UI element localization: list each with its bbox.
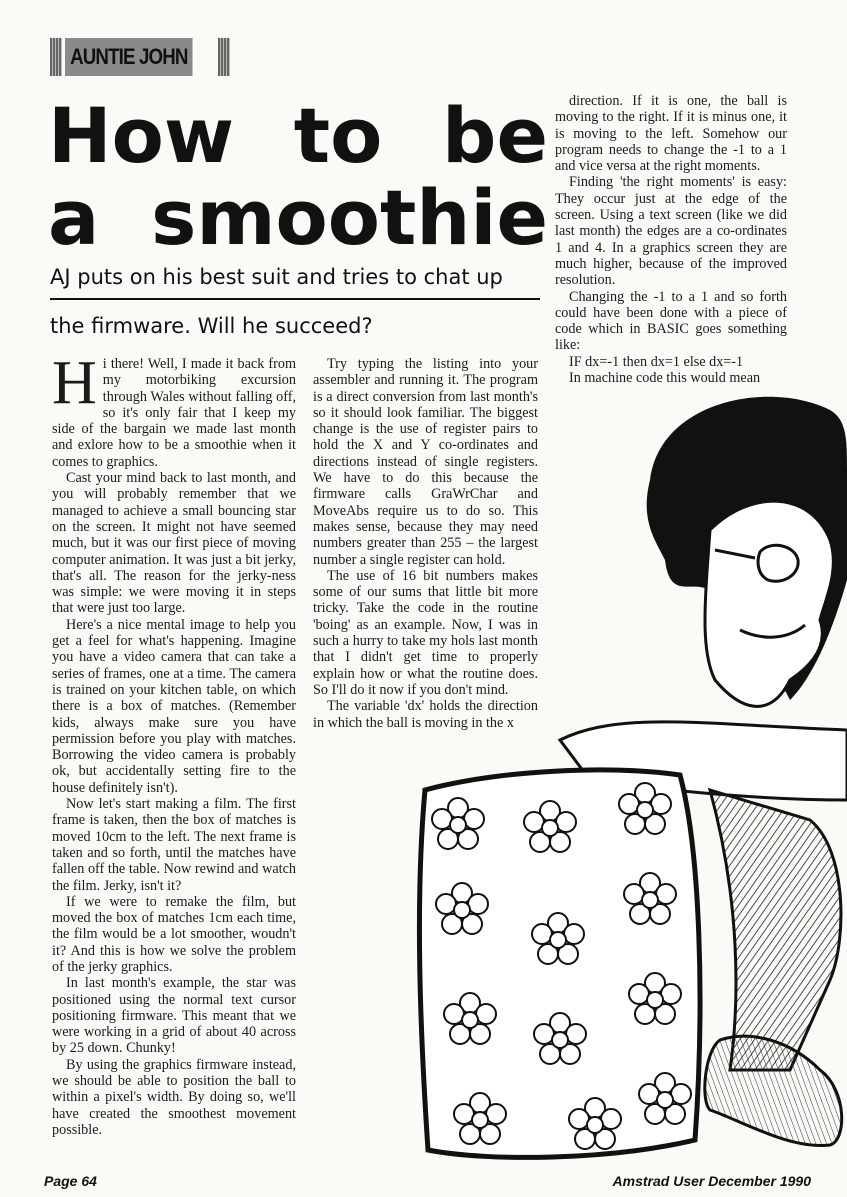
tag-bar-right: [218, 38, 230, 76]
paragraph-text: i there! Well, I made it back from my motorbiking excursion through Wales without falling off, so it's only fair that I keep my side of the bargain we made last month and exlore how to be a smoothie when it comes to graphics.: [52, 356, 296, 470]
body-column-1: [52, 349, 296, 1138]
paragraph: Cast your mind back to last month, and you will probably remember that we managed to achieve a small bouncing star on the screen. It might not have seemed much, but it was our first piece of moving computer animation. It was just a bit jerky, that's all. The reason for the jerky-ness was simple: we were moving it in steps that were just too large.: [52, 470, 296, 617]
standfirst: [50, 256, 540, 352]
paragraph: Here's a nice mental image to help you get a feel for what's happening. Imagine you have a video camera that can take a series of frames, one at a time. The camera is trained on your kitchen table, on which there is a box of matches. (Remember kids, always make sure you have permission before you play with matches. Borrowing the video camera is probably ok, but accidentally setting fire to the house definitely isn't).: [52, 616, 296, 796]
code-line: IF dx=-1 then dx=1 else dx=-1: [569, 353, 744, 370]
headline-word: to: [293, 91, 383, 180]
paragraph: Finding 'the right moments' is easy: They occur just at the edge of the screen. Using a text screen (like we did last month) the edges are a co-ordinates 1 and 4. In a graphics screen they are much higher, because of the improved resolution.: [555, 174, 787, 289]
headline-line-2: [48, 173, 548, 262]
headline-word: a: [48, 173, 100, 262]
paragraph: Now let's start making a film. The first frame is taken, then the box of matches is moved 10cm to the left. The next frame is taken and so forth, until the matches have fallen off the table. Now rewind and watch the film. Jerky, isn't it?: [52, 796, 296, 894]
headline-word: How: [48, 91, 235, 180]
standfirst-line-2: the firmware. Will he succeed?: [50, 314, 373, 338]
sleeve-shape: [710, 790, 841, 1070]
paragraph: By using the graphics firmware instead, we should be able to position the ball to within a pixel's width. By doing so, we'll have created the smoothest movement possible.: [52, 1056, 296, 1138]
page-number: Page 64: [44, 1173, 97, 1189]
paragraph: If we were to remake the film, but moved the box of matches 1cm each time, the film would be a lot smoother, woudn't it? And this is how we solve the problem of the jerky graphics.: [52, 893, 296, 975]
paragraph: Changing the -1 to a 1 and so forth could have been done with a piece of code which in BASIC goes something like:: [555, 288, 787, 354]
column-tag-label: AUNTIE JOHN: [65, 38, 193, 76]
paragraph: The use of 16 bit numbers makes some of our sums that little bit more tricky. Take the code in the routine 'boing' as an example. Now, I was in such a hurry to take my hols last month that I didn't get time to properly explain how or what the routine does. So I'll do it now if you don't mind.: [313, 567, 538, 698]
paragraph: [52, 349, 296, 470]
paragraph: In machine code this would mean: [569, 370, 761, 387]
headline-word: smoothie: [151, 173, 548, 262]
hand-shape: [705, 1036, 842, 1145]
paragraph: In last month's example, the star was positioned using the normal text cursor positioning firmware. This meant that we were working in a grid of about 40 across by 25 down. Chunky!: [52, 975, 296, 1057]
headline: [48, 91, 548, 262]
standfirst-line-1: AJ puts on his best suit and tries to chat up: [50, 256, 540, 300]
column-tag: [50, 38, 230, 76]
paragraph: The variable 'dx' holds the direction in which the ball is moving in the x: [313, 698, 538, 731]
headline-word: be: [442, 91, 548, 180]
paragraph: direction. If it is one, the ball is moving to the right. If it is minus one, it is moving to the left. Somehow our program needs to change the -1 to a 1 and vice versa at the right moments.: [555, 93, 787, 175]
publication-info: Amstrad User December 1990: [612, 1173, 811, 1189]
face-shape: [705, 501, 833, 706]
cartoon-illustration: [410, 380, 847, 1170]
paragraph: Try typing the listing into your assembler and running it. The program is a direct conversion from last month's so it should look familiar. The biggest change is the use of register pairs to hold the X and Y co-ordinates and directions instead of single registers. We have to do this because the firmware calls GraWrChar and MoveAbs require us to do so. This makes sense, because they may need numbers greater than 255 – the largest number a single register can hold.: [313, 356, 538, 568]
drop-cap: H: [52, 349, 97, 417]
body-column-3: [555, 93, 787, 386]
tag-bar-left: [50, 38, 62, 76]
headline-line-1: [48, 91, 548, 180]
